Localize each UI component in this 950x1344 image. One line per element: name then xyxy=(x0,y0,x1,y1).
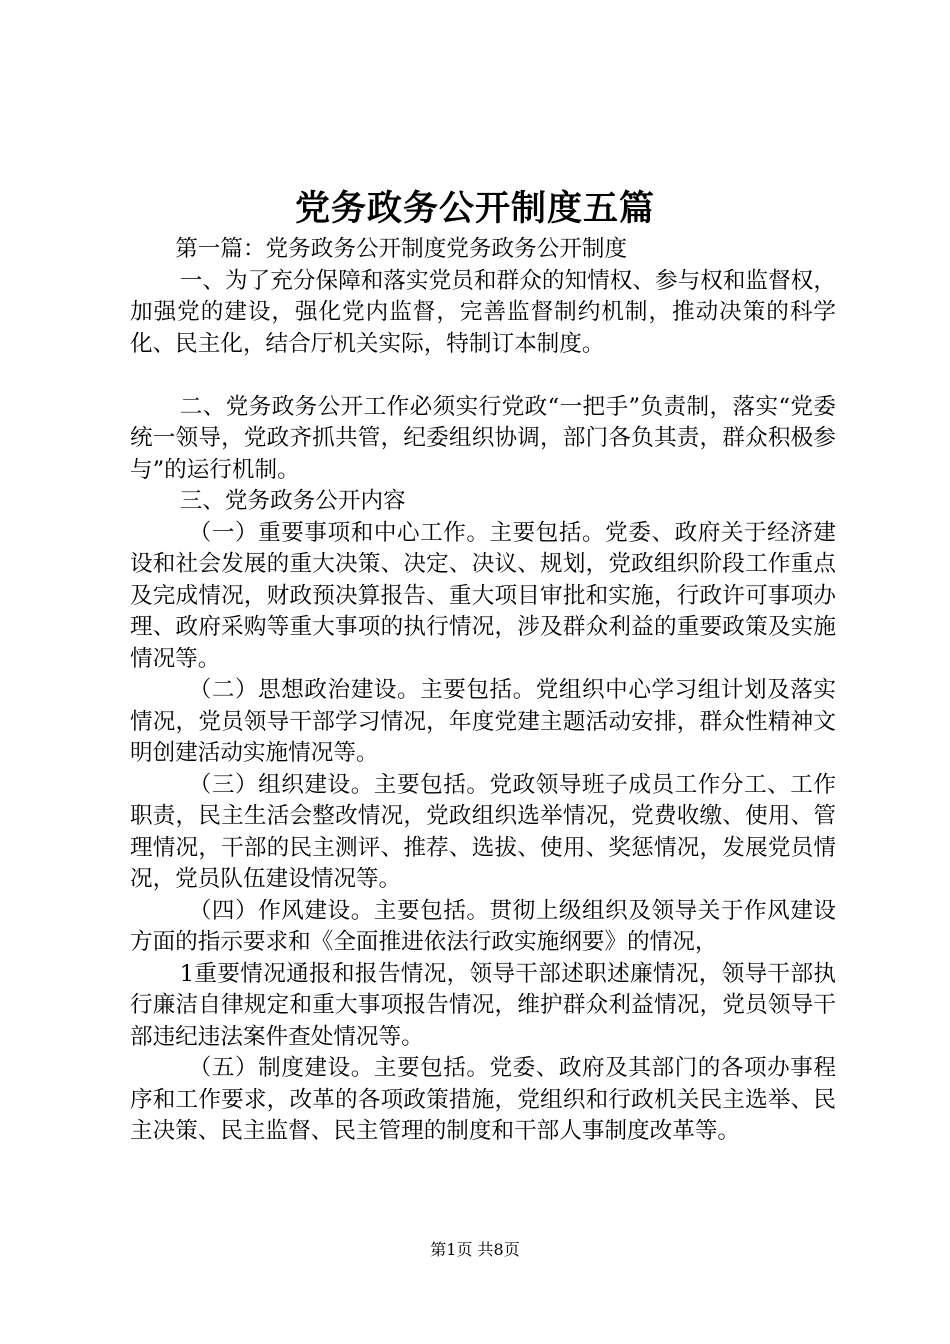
paragraph: （四）作风建设。主要包括。贯彻上级组织及领导关于作风建设方面的指示要求和《全面推进依法行政实施纲要》的情况， xyxy=(130,897,836,955)
document-body xyxy=(130,234,836,1148)
paragraph: 二、党务政务公开工作必须实行党政“一把手”负责制，落实“党委统一领导，党政齐抓共管，纪委组织协调，部门各负其责，群众积极参与”的运行机制。 xyxy=(130,393,836,483)
section-heading: 第一篇：党务政务公开制度党务政务公开制度 xyxy=(175,236,628,262)
paragraph: （一）重要事项和中心工作。主要包括。党委、政府关于经济建设和社会发展的重大决策、决定、决议、规划，党政组织阶段工作重点及完成情况，财政预决算报告、重大项目审批和实施，行政许可事项办理、政府采购等重大事项的执行情况，涉及群众利益的重要政策及实施情况等。 xyxy=(130,519,836,672)
paragraph: 1重要情况通报和报告情况，领导干部述职述廉情况，领导干部执行廉洁自律规定和重大事项报告情况，维护群众利益情况，党员领导干部违纪违法案件查处情况等。 xyxy=(130,960,836,1050)
paragraph: 一、为了充分保障和落实党员和群众的知情权、参与权和监督权，加强党的建设，强化党内监督，完善监督制约机制，推动决策的科学化、民主化，结合厅机关实际，特制订本制度。 xyxy=(130,267,836,357)
paragraph: （五）制度建设。主要包括。党委、政府及其部门的各项办事程序和工作要求，改革的各项政策措施，党组织和行政机关民主选举、民主决策、民主监督、民主管理的制度和干部人事制度改革等。 xyxy=(130,1055,836,1144)
document-title: 党务政务公开制度五篇 xyxy=(294,189,655,229)
page-number-footer: 第1页 共8页 xyxy=(430,1240,520,1259)
paragraph: （三）组织建设。主要包括。党政领导班子成员工作分工、工作职责，民主生活会整改情况，党政组织选举情况，党费收缴、使用、管理情况，干部的民主测评、推荐、选拔、使用、奖惩情况，发展党员情况，党员队伍建设情况等。 xyxy=(130,771,836,892)
paragraph: （二）思想政治建设。主要包括。党组织中心学习组计划及落实情况，党员领导干部学习情况，年度党建主题活动安排，群众性精神文明创建活动实施情况等。 xyxy=(130,677,836,766)
paragraph-heading: 三、党务政务公开内容 xyxy=(179,488,406,514)
